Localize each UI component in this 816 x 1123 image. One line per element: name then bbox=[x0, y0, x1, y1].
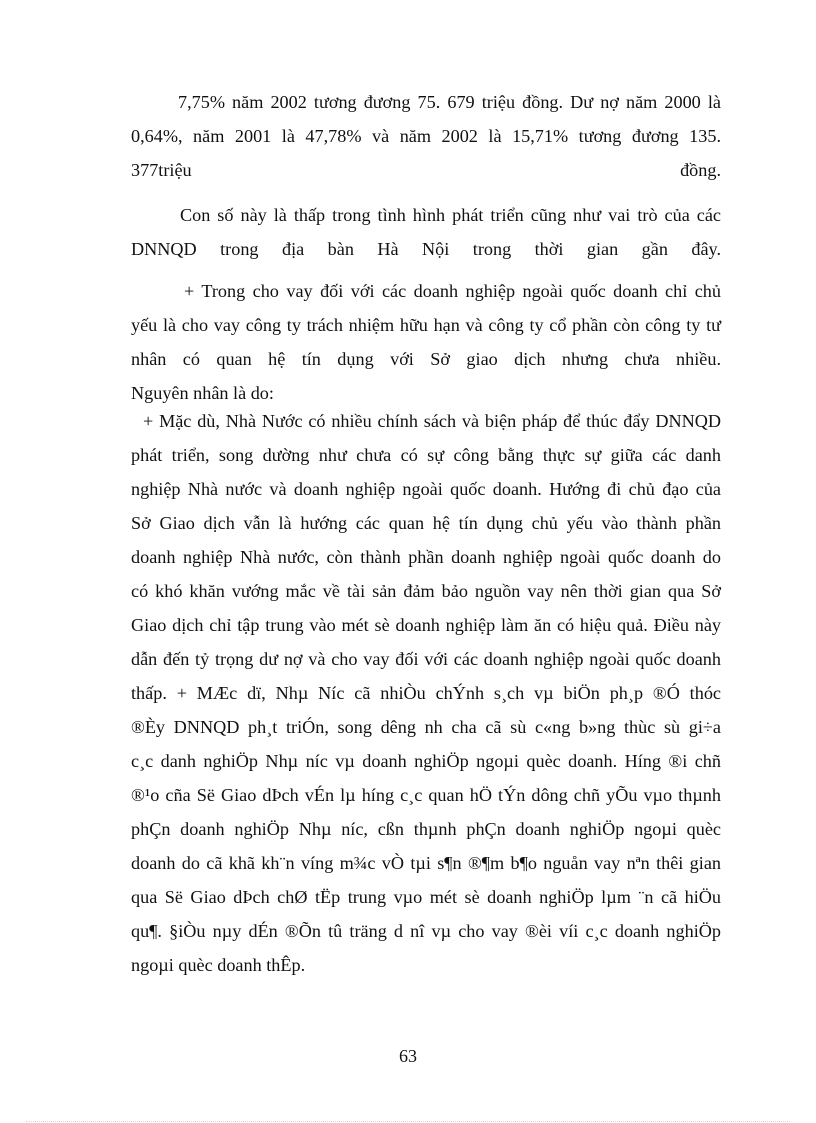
paragraph-4 bbox=[131, 404, 721, 982]
paragraph-2 bbox=[131, 198, 721, 266]
paragraph-4-line: nghiệp Nhà nước và doanh nghiệp ngoài quốc doanh. Hướng đi chủ đạo của bbox=[131, 479, 721, 499]
paragraph-4-line: ®¹o cña Së Giao dÞch vÉn lµ híng c¸c quan hÖ tÝn dông chñ yÕu vµo thµnh bbox=[131, 785, 721, 805]
paragraph-4-line: qu¶. §iÒu nµy dÉn ®Õn tû träng d nî vµ cho vay ®èi víi c¸c doanh nghiÖp bbox=[131, 921, 721, 941]
paragraph-3 bbox=[131, 274, 721, 410]
paragraph-4-line: ®Èy DNNQD ph¸t triÓn, song dêng nh cha cã sù c«ng b»ng thùc sù gi÷a bbox=[131, 717, 721, 737]
paragraph-1-line-3-left: 377triệu bbox=[131, 160, 192, 180]
paragraph-4-line: Giao dịch chỉ tập trung vào mét sè doanh nghiệp làm ăn có hiệu quả. Điều này bbox=[131, 615, 721, 635]
paragraph-4-line: dẫn đến tỷ trọng dư nợ và cho vay đối với các doanh nghiệp ngoài quốc doanh bbox=[131, 649, 721, 669]
paragraph-3-line-4: Nguyên nhân là do: bbox=[131, 383, 274, 403]
paragraph-4-line: doanh nghiệp Nhà nước, còn thành phần doanh nghiệp ngoài quốc doanh do bbox=[131, 547, 721, 567]
paragraph-3-line-2: yếu là cho vay công ty trách nhiệm hữu hạn và công ty cổ phần còn công ty tư bbox=[131, 315, 721, 335]
paragraph-3-line-3: nhân có quan hệ tín dụng với Sở giao dịch nhưng chưa nhiều. bbox=[131, 349, 721, 369]
paragraph-3-line-1: + Trong cho vay đối với các doanh nghiệp ngoài quốc doanh chỉ chủ bbox=[184, 281, 721, 301]
paragraph-4-line: doanh do cã khã kh¨n víng m¾c vÒ tµi s¶n ®¶m b¶o nguån vay nªn thêi gian bbox=[131, 853, 721, 873]
paragraph-2-line-1: Con số này là thấp trong tình hình phát triển cũng như vai trò của các bbox=[180, 205, 721, 225]
paragraph-1-line-1: 7,75% năm 2002 tương đương 75. 679 triệu đồng. Dư nợ năm 2000 là bbox=[178, 92, 721, 112]
paragraph-4-line: qua Së Giao dÞch chØ tËp trung vµo mét sè doanh nghiÖp lµm ¨n cã hiÖu bbox=[131, 887, 721, 907]
paragraph-4-line: + Mặc dù, Nhà Nước có nhiều chính sách và biện pháp để thúc đẩy DNNQD bbox=[143, 411, 721, 431]
paragraph-1-line-2: 0,64%, năm 2001 là 47,78% và năm 2002 là 15,71% tương đương 135. bbox=[131, 126, 721, 146]
paragraph-4-line-last: ngoµi quèc doanh thÊp. bbox=[131, 955, 306, 975]
paragraph-1 bbox=[131, 85, 721, 187]
paragraph-2-line-2: DNNQD trong địa bàn Hà Nội trong thời gian gần đây. bbox=[131, 239, 721, 259]
paragraph-1-line-3 bbox=[131, 153, 721, 187]
paragraph-4-line: Sở Giao dịch vẫn là hướng các quan hệ tín dụng chủ yếu vào thành phần bbox=[131, 513, 721, 533]
paragraph-4-line: có khó khăn vướng mắc về tài sản đảm bảo nguồn vay nên thời gian qua Sở bbox=[131, 581, 721, 601]
footer-divider bbox=[26, 1121, 790, 1122]
paragraph-4-line: thấp. + MÆc dï, Nhµ Níc cã nhiÒu chÝnh s¸ch vµ biÖn ph¸p ®Ó thóc bbox=[131, 683, 721, 703]
paragraph-1-line-3-right: đồng. bbox=[680, 160, 721, 180]
paragraph-4-line: phÇn doanh nghiÖp Nhµ níc, cßn thµnh phÇn doanh nghiÖp ngoµi quèc bbox=[131, 819, 721, 839]
paragraph-4-line: phát triển, song dường như chưa có sự công bằng thực sự giữa các danh bbox=[131, 445, 721, 465]
page-number: 63 bbox=[399, 1046, 417, 1066]
paragraph-4-line: c¸c danh nghiÖp Nhµ níc vµ doanh nghiÖp ngoµi quèc doanh. Híng ®i chñ bbox=[131, 751, 721, 771]
